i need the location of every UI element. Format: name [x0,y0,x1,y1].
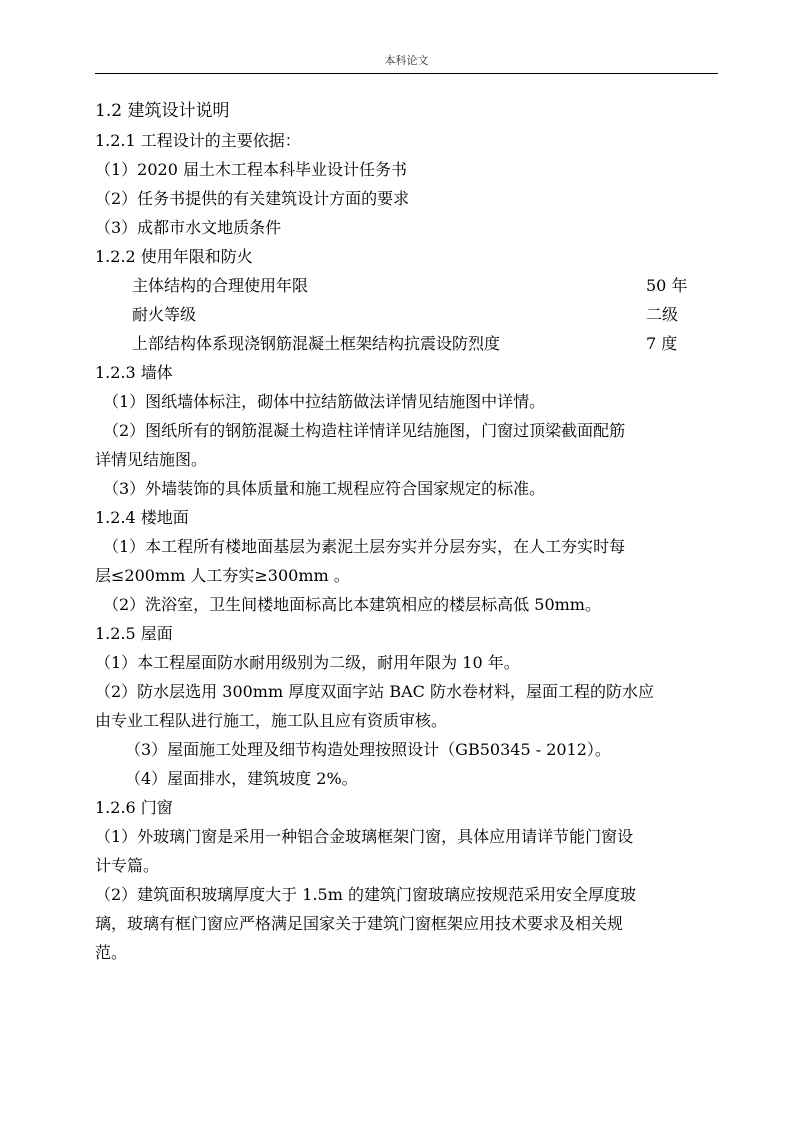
page-header: 本科论文 [384,54,429,67]
service-label: 主体结构的合理使用年限 [132,276,309,295]
section-title: 1.2 建筑设计说明 [95,101,230,121]
basis-item: （3）成都市水文地质条件 [95,218,282,237]
service-row [95,300,718,329]
wall-paragraph-line: （2）图纸所有的钢筋混凝土构造柱详情详见结施图，门窗过顶梁截面配筋 [103,421,626,440]
floor-paragraph-line: 层≤200mm 人工夯实≥300mm 。 [95,566,350,585]
window-heading: 1.2.6 门窗 [95,798,173,817]
service-value: 二级 [646,305,679,324]
roof-heading: 1.2.5 屋面 [95,624,173,643]
basis-item: （1）2020 届土木工程本科毕业设计任务书 [95,160,407,179]
service-row [95,271,718,300]
floor-paragraph-line: （1）本工程所有楼地面基层为素泥土层夯实并分层夯实，在人工夯实时每 [103,537,626,556]
roof-paragraph-line: （3）屋面施工处理及细节构造处理按照设计（GB50345 - 2012）。 [125,740,611,759]
basis-item: （2）任务书提供的有关建筑设计方面的要求 [95,189,410,208]
service-heading: 1.2.2 使用年限和防火 [95,247,253,266]
window-paragraph-line: 璃，玻璃有框门窗应严格满足国家关于建筑门窗框架应用技术要求及相关规 [95,914,624,933]
header-divider [95,73,718,74]
service-value: 50 年 [646,276,688,295]
wall-paragraph-line: （3）外墙装饰的具体质量和施工规程应符合国家规定的标准。 [103,479,546,498]
window-paragraph-line: （1）外玻璃门窗是采用一种铝合金玻璃框架门窗，具体应用请详节能门窗设 [95,827,634,846]
floor-heading: 1.2.4 楼地面 [95,508,189,527]
floor-paragraph-line: （2）洗浴室，卫生间楼地面标高比本建筑相应的楼层标高低 50mm。 [103,595,601,614]
window-paragraph-line: 计专篇。 [95,856,160,875]
basis-heading: 1.2.1 工程设计的主要依据： [95,131,301,150]
wall-paragraph-line: 详情见结施图。 [95,450,208,469]
service-value: 7 度 [646,334,678,353]
service-label: 耐火等级 [132,305,197,324]
roof-paragraph-line: （4）屋面排水，建筑坡度 2%。 [125,769,358,788]
service-row [95,329,718,358]
document-body [95,96,718,967]
window-paragraph-line: 范。 [95,943,128,962]
roof-paragraph-line: （1）本工程屋面防水耐用级别为二级，耐用年限为 10 年。 [95,653,520,672]
window-paragraph-line: （2）建筑面积玻璃厚度大于 1.5m 的建筑门窗玻璃应按规范采用安全厚度玻 [95,885,636,904]
roof-paragraph-line: 由专业工程队进行施工，施工队且应有资质审核。 [95,711,448,730]
service-label: 上部结构体系现浇钢筋混凝土框架结构抗震设防烈度 [132,334,501,353]
roof-paragraph-line: （2）防水层选用 300mm 厚度双面字站 BAC 防水卷材料，屋面工程的防水应 [95,682,654,701]
wall-paragraph-line: （1）图纸墙体标注，砌体中拉结筋做法详情见结施图中详情。 [103,392,546,411]
wall-heading: 1.2.3 墙体 [95,363,173,382]
